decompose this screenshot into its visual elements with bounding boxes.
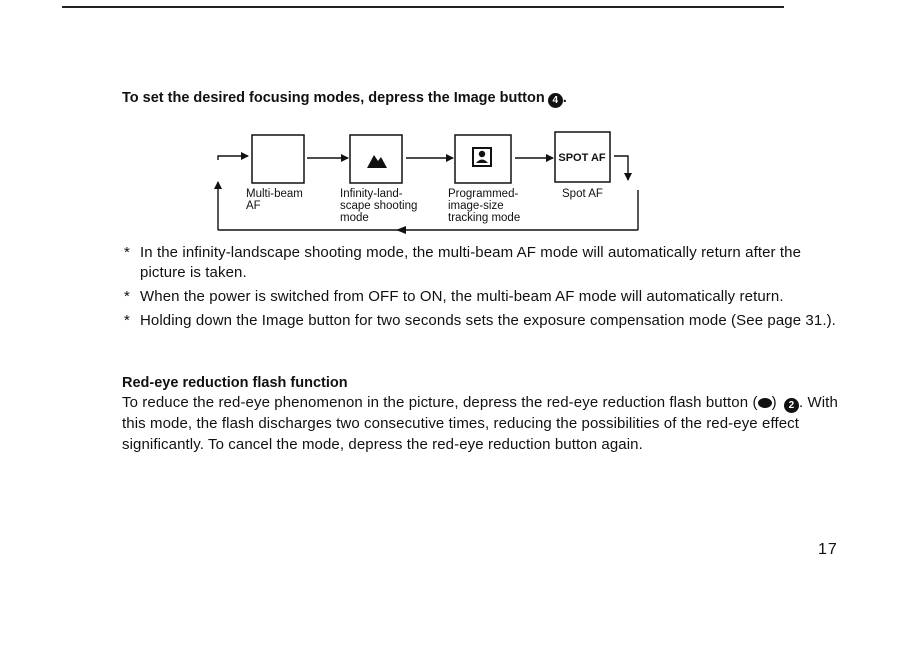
return-loop-left-top [218,156,248,160]
mode-label-multi-beam: Multi-beam AF [246,188,303,212]
note-item: * When the power is switched from OFF to ON, the multi-beam AF mode will automatically return. [124,288,784,305]
red-eye-button-number: 2 [784,398,799,413]
red-eye-body: To reduce the red-eye phenomenon in the picture, depress the red-eye reduction flash button ( ) 2 . With this mode, the flash discharges two consecutive times, reducing the possibilities of the red-eye effect significantly. To cancel the mode, depress the red-eye reduction button again. [122,394,838,453]
mode-label-programmed: Programmed- image-size tracking mode [448,188,521,224]
focus-mode-flow [210,130,650,240]
return-loop-mid-arrow [396,226,406,234]
mode-label-spot-af: Spot AF [562,188,603,200]
red-eye-section [122,374,842,455]
page-number: 17 [818,541,838,558]
return-loop-right [614,156,628,180]
note-item: * Holding down the Image button for two seconds sets the exposure compensation mode (See page 31.). [124,312,836,329]
portrait-icon [473,148,491,166]
note-item: * In the infinity-landscape shooting mode, the multi-beam AF mode will automatically return after the picture is taken. [124,244,802,281]
multi-beam-af-box [252,135,304,183]
mode-label-infinity-landscape: Infinity-land- scape shooting mode [340,188,418,224]
notes-list [122,243,842,335]
mountain-icon [367,155,387,168]
red-eye-title: Red-eye reduction flash function [122,375,348,391]
section-heading: To set the desired focusing modes, depress the Image button 4 . [122,90,567,106]
programmed-image-size-box [455,135,511,183]
red-eye-icon [758,398,772,408]
focus-mode-diagram [210,130,650,240]
image-button-number: 4 [548,93,563,108]
top-rule [62,6,784,8]
spot-af-box-text: SPOT AF [558,152,606,164]
